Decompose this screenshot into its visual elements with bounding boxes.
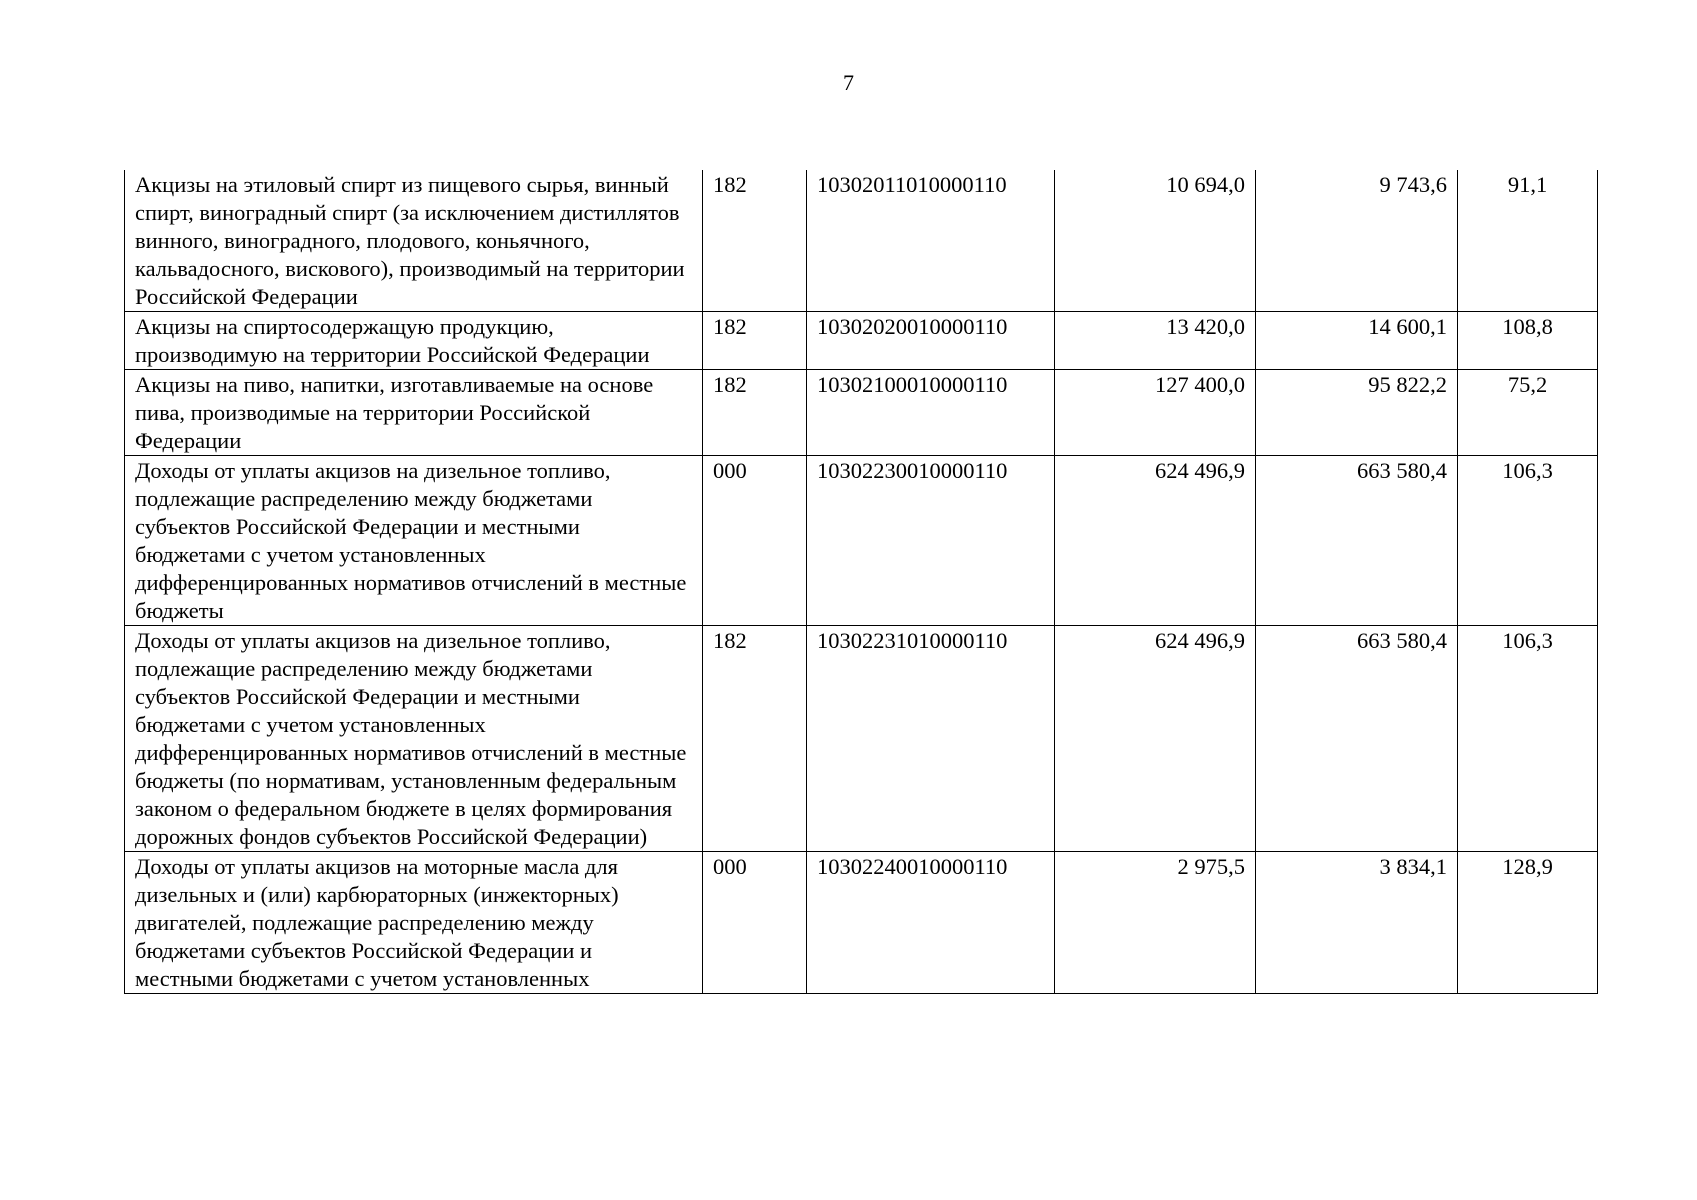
cell-percent: 106,3 (1458, 456, 1598, 626)
cell-name: Доходы от уплаты акцизов на дизельное топливо, подлежащие распределению между бюджетами субъектов Российской Федерации и местными бюджетами с учетом установленных дифференцированных нормативов отчислений в местные бюджеты (125, 456, 703, 626)
cell-name: Доходы от уплаты акцизов на моторные масла для дизельных и (или) карбюраторных (инжекторных) двигателей, подлежащие распределению между бюджетами субъектов Российской Федерации и местными бюджетами с учетом установленных (125, 852, 703, 994)
cell-plan-amount: 13 420,0 (1055, 312, 1256, 370)
cell-budget-code: 10302240010000110 (807, 852, 1055, 994)
cell-admin-code: 182 (703, 626, 807, 852)
cell-fact-amount: 9 743,6 (1256, 170, 1458, 312)
cell-percent: 75,2 (1458, 370, 1598, 456)
cell-fact-amount: 3 834,1 (1256, 852, 1458, 994)
cell-admin-code: 000 (703, 456, 807, 626)
table-row (125, 852, 1598, 994)
cell-name: Акцизы на этиловый спирт из пищевого сырья, винный спирт, виноградный спирт (за исключением дистиллятов винного, виноградного, плодового, коньячного, кальвадосного, вискового), производимый на территории Российской Федерации (125, 170, 703, 312)
cell-name: Акцизы на пиво, напитки, изготавливаемые на основе пива, производимые на территории Российской Федерации (125, 370, 703, 456)
table-row (125, 312, 1598, 370)
cell-admin-code: 182 (703, 370, 807, 456)
cell-fact-amount: 663 580,4 (1256, 456, 1458, 626)
cell-budget-code: 10302231010000110 (807, 626, 1055, 852)
cell-percent: 91,1 (1458, 170, 1598, 312)
table-row (125, 370, 1598, 456)
cell-admin-code: 182 (703, 170, 807, 312)
cell-budget-code: 10302100010000110 (807, 370, 1055, 456)
revenue-table (124, 170, 1598, 994)
cell-fact-amount: 663 580,4 (1256, 626, 1458, 852)
cell-plan-amount: 2 975,5 (1055, 852, 1256, 994)
cell-percent: 108,8 (1458, 312, 1598, 370)
table-row (125, 170, 1598, 312)
cell-plan-amount: 624 496,9 (1055, 456, 1256, 626)
revenue-table-body (125, 170, 1598, 994)
page-number: 7 (843, 70, 854, 95)
cell-fact-amount: 95 822,2 (1256, 370, 1458, 456)
cell-budget-code: 10302020010000110 (807, 312, 1055, 370)
cell-admin-code: 182 (703, 312, 807, 370)
cell-name: Акцизы на спиртосодержащую продукцию, производимую на территории Российской Федерации (125, 312, 703, 370)
cell-percent: 128,9 (1458, 852, 1598, 994)
cell-plan-amount: 10 694,0 (1055, 170, 1256, 312)
cell-budget-code: 10302230010000110 (807, 456, 1055, 626)
table-row (125, 626, 1598, 852)
cell-percent: 106,3 (1458, 626, 1598, 852)
cell-admin-code: 000 (703, 852, 807, 994)
table-row (125, 456, 1598, 626)
cell-plan-amount: 127 400,0 (1055, 370, 1256, 456)
cell-name: Доходы от уплаты акцизов на дизельное топливо, подлежащие распределению между бюджетами субъектов Российской Федерации и местными бюджетами с учетом установленных дифференцированных нормативов отчислений в местные бюджеты (по нормативам, установленным федеральным законом о федеральном бюджете в целях формирования дорожных фондов субъектов Российской Федерации) (125, 626, 703, 852)
cell-plan-amount: 624 496,9 (1055, 626, 1256, 852)
cell-budget-code: 10302011010000110 (807, 170, 1055, 312)
cell-fact-amount: 14 600,1 (1256, 312, 1458, 370)
